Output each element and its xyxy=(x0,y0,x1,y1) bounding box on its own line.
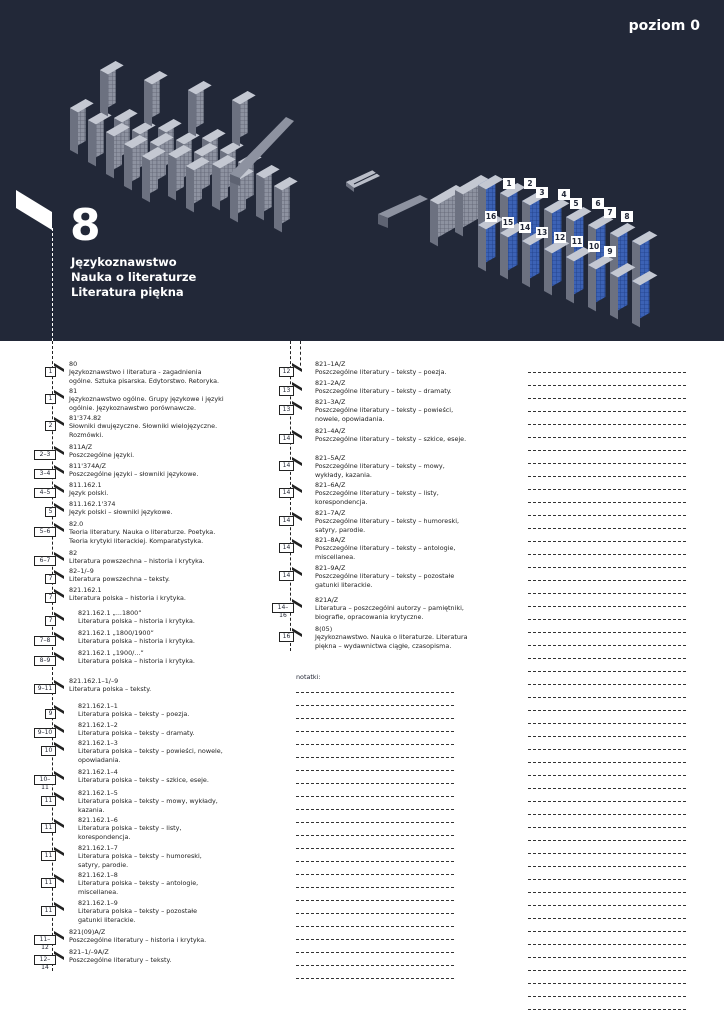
entry-code: 821–1/–9A/Z xyxy=(69,948,109,956)
entry-code: 821–5A/Z xyxy=(315,454,346,462)
note-line[interactable] xyxy=(528,659,686,672)
entry-description: Literatura polska – teksty – poezja. xyxy=(78,710,190,719)
location-box: 14 xyxy=(279,461,294,471)
section-flag-icon xyxy=(16,190,56,234)
note-line[interactable] xyxy=(296,771,454,784)
note-line[interactable] xyxy=(296,862,454,875)
entry-code: 821A/Z xyxy=(315,596,339,604)
pointer-tick-icon xyxy=(292,401,304,413)
note-line[interactable] xyxy=(528,906,686,919)
classification-entry xyxy=(78,844,223,869)
note-line[interactable] xyxy=(528,633,686,646)
location-box: 1 xyxy=(45,367,56,377)
location-box: 14 xyxy=(279,434,294,444)
map-label: 13 xyxy=(536,228,548,237)
note-line[interactable] xyxy=(528,464,686,477)
notes-lines xyxy=(296,680,454,979)
pointer-tick-icon xyxy=(54,680,66,692)
note-line[interactable] xyxy=(528,386,686,399)
classification-entry xyxy=(78,609,223,626)
note-line[interactable] xyxy=(528,503,686,516)
note-line[interactable] xyxy=(296,836,454,849)
entry-description: Językoznawstwo ogólne. Grupy językowe i języki ogólnie. Językoznawstwo porównawcze. xyxy=(69,395,224,412)
location-box: 2 xyxy=(45,421,56,431)
classification-entry xyxy=(69,948,224,965)
location-box: 13 xyxy=(279,386,294,396)
location-box: 6–7 xyxy=(34,556,56,566)
location-box: 12 xyxy=(279,367,294,377)
note-line[interactable] xyxy=(296,680,454,693)
pointer-tick-icon xyxy=(54,390,66,402)
entry-description: Literatura polska – historia i krytyka. xyxy=(69,594,186,603)
classification-entry xyxy=(78,789,223,814)
map-label: 9 xyxy=(607,247,613,256)
entry-description: Literatura polska – teksty. xyxy=(69,685,152,694)
classification-entry xyxy=(69,677,224,694)
classification-entry xyxy=(315,427,470,444)
note-line[interactable] xyxy=(296,966,454,979)
location-box: 14 xyxy=(279,571,294,581)
pointer-tick-icon xyxy=(54,570,66,582)
classification-entry xyxy=(69,549,224,566)
map-label: 11 xyxy=(571,237,583,246)
entry-code: 82 xyxy=(69,549,78,557)
classification-entry xyxy=(78,739,223,764)
note-line[interactable] xyxy=(296,693,454,706)
location-box: 8–9 xyxy=(34,656,56,666)
entry-code: 81 xyxy=(69,387,78,395)
note-line[interactable] xyxy=(528,763,686,776)
classification-entry xyxy=(78,768,223,785)
note-line[interactable] xyxy=(528,698,686,711)
entry-code: 82.0 xyxy=(69,520,84,528)
note-line[interactable] xyxy=(528,854,686,867)
note-line[interactable] xyxy=(528,555,686,568)
entry-description: Literatura polska – teksty – pozostałe gatunki literackie. xyxy=(78,907,198,924)
entry-description: Teoria literatury. Nauka o literaturze. Poetyka. Teoria krytyki literackiej. Komparatystyka. xyxy=(69,528,216,545)
pointer-tick-icon xyxy=(54,742,66,754)
entry-description: Literatura powszechna – historia i krytyka. xyxy=(69,557,205,566)
note-line[interactable] xyxy=(296,823,454,836)
location-box: 11 xyxy=(41,878,56,888)
entry-description: Literatura powszechna – teksty. xyxy=(69,575,170,584)
pointer-tick-icon xyxy=(54,363,66,375)
pointer-tick-icon xyxy=(54,652,66,664)
location-box: 10 xyxy=(41,746,56,756)
map-label: 12 xyxy=(554,233,566,242)
entry-description: Poszczególne literatury – teksty – szkice, eseje. xyxy=(315,435,467,444)
entry-description: Literatura polska – historia i krytyka. xyxy=(78,637,195,646)
location-box: 14 xyxy=(279,488,294,498)
entry-code: 821–7A/Z xyxy=(315,509,346,517)
location-box: 7 xyxy=(45,593,56,603)
classification-entry xyxy=(315,536,470,561)
map-label: 7 xyxy=(607,208,613,217)
classification-entry xyxy=(69,387,224,412)
entry-description: Literatura polska – teksty – powieści, nowele, opowiadania. xyxy=(78,747,223,764)
note-line[interactable] xyxy=(528,893,686,906)
map-label: 4 xyxy=(561,190,567,199)
location-box: 2–3 xyxy=(34,450,56,460)
pointer-tick-icon xyxy=(54,523,66,535)
location-box: 13 xyxy=(279,405,294,415)
classification-entry xyxy=(69,928,224,945)
classification-entry xyxy=(69,443,224,460)
note-line[interactable] xyxy=(296,706,454,719)
notes-label: notatki: xyxy=(296,673,321,681)
map-label: 8 xyxy=(624,212,630,221)
note-line[interactable] xyxy=(528,737,686,750)
entry-description: Poszczególne literatury – historia i krytyka. xyxy=(69,936,207,945)
stairs-icon xyxy=(346,168,380,192)
pointer-tick-icon xyxy=(54,705,66,717)
classification-entry xyxy=(69,520,224,545)
note-line[interactable] xyxy=(528,919,686,932)
entry-code: 821.162.1 xyxy=(69,586,102,594)
note-line[interactable] xyxy=(296,719,454,732)
classification-entry xyxy=(69,586,224,603)
entry-code: 821.162.1–9 xyxy=(78,899,118,907)
section-title-3: Literatura piękna xyxy=(71,285,184,299)
location-box: 9–11 xyxy=(34,684,56,694)
entry-code: 821.162.1–5 xyxy=(78,789,118,797)
entry-code: 8(05) xyxy=(315,625,333,633)
classification-entry xyxy=(315,481,470,506)
pointer-tick-icon xyxy=(54,446,66,458)
note-line[interactable] xyxy=(528,620,686,633)
map-label: 6 xyxy=(595,199,601,208)
entry-code: 821.162.1–8 xyxy=(78,871,118,879)
entry-description: Językoznawstwo i literatura - zagadnienia ogólne. Sztuka pisarska. Edytorstwo. Retoryka. xyxy=(69,368,220,385)
pointer-tick-icon xyxy=(292,430,304,442)
entry-description: Literatura polska – teksty – szkice, eseje. xyxy=(78,776,209,785)
pointer-tick-icon xyxy=(292,363,304,375)
entry-description: Poszczególne literatury – teksty – listy, korespondencja. xyxy=(315,489,439,506)
note-line[interactable] xyxy=(528,542,686,555)
location-box: 16 xyxy=(279,632,294,642)
entry-description: Literatura polska – teksty – humoreski, satyry, parodie. xyxy=(78,852,202,869)
entry-description: Literatura – poszczególni autorzy – pamiętniki, biografie, opracowania krytyczne. xyxy=(315,604,464,621)
entry-code: 821.162.1 „1900/...” xyxy=(78,649,144,657)
entry-description: Poszczególne literatury – teksty – powieści, nowele, opowiadania. xyxy=(315,406,454,423)
note-line[interactable] xyxy=(528,932,686,945)
entry-code: 821–6A/Z xyxy=(315,481,346,489)
note-line[interactable] xyxy=(296,810,454,823)
note-line[interactable] xyxy=(528,425,686,438)
location-box: 11 xyxy=(41,796,56,806)
header-divider xyxy=(52,228,53,341)
note-line[interactable] xyxy=(528,750,686,763)
note-line[interactable] xyxy=(296,732,454,745)
location-box: 11 xyxy=(41,823,56,833)
pointer-tick-icon xyxy=(292,567,304,579)
entry-description: Literatura polska – historia i krytyka. xyxy=(78,657,195,666)
section-title-2: Nauka o literaturze xyxy=(71,270,197,284)
note-line[interactable] xyxy=(528,399,686,412)
classification-entry xyxy=(78,816,223,841)
note-line[interactable] xyxy=(528,685,686,698)
entry-description: Literatura polska – historia i krytyka. xyxy=(78,617,195,626)
pointer-tick-icon xyxy=(292,599,304,611)
note-line[interactable] xyxy=(296,940,454,953)
note-line[interactable] xyxy=(528,724,686,737)
note-line[interactable] xyxy=(528,672,686,685)
location-box: 9 xyxy=(45,709,56,719)
note-line[interactable] xyxy=(296,888,454,901)
note-line[interactable] xyxy=(296,745,454,758)
entry-description: Poszczególne literatury – teksty – mowy, wykłady, kazania. xyxy=(315,462,445,479)
classification-entry xyxy=(69,414,224,439)
header-banner xyxy=(0,0,724,341)
entry-code: 811.162.1 xyxy=(69,481,102,489)
note-line[interactable] xyxy=(296,953,454,966)
entry-code: 821–1A/Z xyxy=(315,360,346,368)
note-line[interactable] xyxy=(528,607,686,620)
pointer-tick-icon xyxy=(54,552,66,564)
note-line[interactable] xyxy=(528,776,686,789)
location-box: 3–4 xyxy=(34,469,56,479)
entry-code: 821–8A/Z xyxy=(315,536,346,544)
note-line[interactable] xyxy=(296,875,454,888)
note-line[interactable] xyxy=(528,646,686,659)
pointer-tick-icon xyxy=(54,931,66,943)
classification-entry xyxy=(69,567,224,584)
note-line[interactable] xyxy=(528,802,686,815)
pointer-tick-icon xyxy=(292,382,304,394)
note-line[interactable] xyxy=(528,997,686,1010)
pointer-tick-icon xyxy=(292,457,304,469)
entry-description: Poszczególne literatury – teksty. xyxy=(69,956,172,965)
location-box: 7 xyxy=(45,574,56,584)
map-label: 2 xyxy=(527,179,533,188)
map-label: 10 xyxy=(588,242,600,251)
classification-entry xyxy=(78,899,223,924)
entry-code: 81'374.82 xyxy=(69,414,102,422)
classification-entry xyxy=(315,625,470,650)
note-line[interactable] xyxy=(528,945,686,958)
entry-code: 821–3A/Z xyxy=(315,398,346,406)
section-number: 8 xyxy=(70,200,101,251)
classification-entry xyxy=(315,509,470,534)
entry-code: 821(09)A/Z xyxy=(69,928,106,936)
note-line[interactable] xyxy=(528,828,686,841)
note-line[interactable] xyxy=(528,529,686,542)
entry-description: Literatura polska – teksty – dramaty. xyxy=(78,729,195,738)
location-box: 5 xyxy=(45,507,56,517)
note-line[interactable] xyxy=(528,958,686,971)
entry-description: Poszczególne języki. xyxy=(69,451,135,460)
entry-code: 821.162.1–4 xyxy=(78,768,118,776)
note-line[interactable] xyxy=(528,451,686,464)
classification-entry xyxy=(78,629,223,646)
entry-code: 811A/Z xyxy=(69,443,93,451)
note-line[interactable] xyxy=(528,841,686,854)
entry-code: 821.162.1–6 xyxy=(78,816,118,824)
pointer-tick-icon xyxy=(292,539,304,551)
classification-entry xyxy=(69,462,224,479)
entry-description: Językoznawstwo. Nauka o literaturze. Literatura piękna – wydawnictwa ciągłe, czasopisma. xyxy=(315,633,468,650)
note-line[interactable] xyxy=(528,971,686,984)
map-label: 5 xyxy=(573,199,579,208)
note-line[interactable] xyxy=(528,360,686,373)
entry-code: 821.162.1–3 xyxy=(78,739,118,747)
entry-code: 821.162.1 „...1800” xyxy=(78,609,142,617)
location-box: 14 xyxy=(279,543,294,553)
entry-description: Poszczególne języki – słowniki językowe. xyxy=(69,470,199,479)
pointer-tick-icon xyxy=(54,771,66,783)
note-line[interactable] xyxy=(296,849,454,862)
location-box: 1 xyxy=(45,394,56,404)
section-titles xyxy=(71,255,196,300)
classification-entry xyxy=(69,500,224,517)
entry-code: 821.162.1–1 xyxy=(78,702,118,710)
entry-description: Poszczególne literatury – teksty – pozostałe gatunki literackie. xyxy=(315,572,455,589)
location-box: 14 xyxy=(279,516,294,526)
note-line[interactable] xyxy=(528,477,686,490)
note-line[interactable] xyxy=(528,516,686,529)
note-line[interactable] xyxy=(296,758,454,771)
pointer-tick-icon xyxy=(54,632,66,644)
entry-code: 82–1/–9 xyxy=(69,567,94,575)
note-line[interactable] xyxy=(528,438,686,451)
pointer-tick-icon xyxy=(54,484,66,496)
classification-entry xyxy=(69,360,224,385)
entry-description: Poszczególne literatury – teksty – poezja. xyxy=(315,368,447,377)
location-box: 10–11 xyxy=(34,775,56,785)
map-label: 1 xyxy=(506,179,512,188)
pointer-tick-icon xyxy=(54,612,66,624)
entry-description: Literatura polska – teksty – listy, korespondencja. xyxy=(78,824,182,841)
classification-entry xyxy=(315,454,470,479)
entry-code: 821.162.1–7 xyxy=(78,844,118,852)
classification-entry xyxy=(315,564,470,589)
entry-code: 821.162.1–2 xyxy=(78,721,118,729)
pointer-tick-icon xyxy=(54,503,66,515)
entry-description: Słowniki dwujęzyczne. Słowniki wielojęzyczne. Rozmówki. xyxy=(69,422,218,439)
entry-code: 811.162.1'374 xyxy=(69,500,116,508)
location-box: 12–14 xyxy=(34,955,56,965)
location-box: 4–5 xyxy=(34,488,56,498)
note-line[interactable] xyxy=(528,867,686,880)
pointer-tick-icon xyxy=(54,874,66,886)
location-box: 11–12 xyxy=(34,935,56,945)
location-box: 11 xyxy=(41,906,56,916)
classification-entry xyxy=(69,481,224,498)
map-label: 16 xyxy=(485,212,497,221)
entry-code: 80 xyxy=(69,360,78,368)
entry-code: 821–2A/Z xyxy=(315,379,346,387)
section-title-1: Językoznawstwo xyxy=(71,255,177,269)
note-line[interactable] xyxy=(296,914,454,927)
note-line[interactable] xyxy=(296,784,454,797)
pointer-tick-icon xyxy=(54,724,66,736)
entry-description: Literatura polska – teksty – antologie, miscellanea. xyxy=(78,879,199,896)
note-line[interactable] xyxy=(528,412,686,425)
note-line[interactable] xyxy=(528,373,686,386)
pointer-tick-icon xyxy=(54,951,66,963)
location-box: 7–8 xyxy=(34,636,56,646)
pointer-tick-icon xyxy=(54,792,66,804)
classification-entry xyxy=(315,596,470,621)
classification-entry xyxy=(315,398,470,423)
note-line[interactable] xyxy=(528,815,686,828)
location-box: 9–10 xyxy=(34,728,56,738)
pointer-tick-icon xyxy=(292,628,304,640)
pointer-tick-icon xyxy=(54,902,66,914)
entry-description: Poszczególne literatury – teksty – dramaty. xyxy=(315,387,452,396)
note-line[interactable] xyxy=(528,789,686,802)
entry-description: Język polski – słowniki językowe. xyxy=(69,508,173,517)
classification-entry xyxy=(78,721,223,738)
classification-entry xyxy=(315,379,470,396)
note-line[interactable] xyxy=(528,568,686,581)
map-label: 15 xyxy=(502,218,514,227)
entry-description: Język polski. xyxy=(69,489,109,498)
classification-entry xyxy=(315,360,470,377)
note-line[interactable] xyxy=(296,927,454,940)
note-line[interactable] xyxy=(528,880,686,893)
location-box: 7 xyxy=(45,616,56,626)
classification-entry xyxy=(78,649,223,666)
pointer-tick-icon xyxy=(54,417,66,429)
pointer-tick-icon xyxy=(54,589,66,601)
entry-code: 821.162.1–1/–9 xyxy=(69,677,119,685)
entry-description: Poszczególne literatury – teksty – antologie, miscellanea. xyxy=(315,544,456,561)
classification-entry xyxy=(78,871,223,896)
note-line[interactable] xyxy=(528,490,686,503)
right-notes-lines xyxy=(528,360,686,1010)
entry-code: 811'374A/Z xyxy=(69,462,107,470)
map-label: 14 xyxy=(519,223,531,232)
entry-code: 821–9A/Z xyxy=(315,564,346,572)
note-line[interactable] xyxy=(296,901,454,914)
note-line[interactable] xyxy=(528,581,686,594)
note-line[interactable] xyxy=(528,594,686,607)
pointer-tick-icon xyxy=(54,847,66,859)
pointer-tick-icon xyxy=(54,465,66,477)
map-label: 3 xyxy=(539,188,545,197)
level-label: poziom 0 xyxy=(628,18,700,34)
entry-code: 821–4A/Z xyxy=(315,427,346,435)
pointer-tick-icon xyxy=(54,819,66,831)
entry-description: Poszczególne literatury – teksty – humoreski, satyry, parodie. xyxy=(315,517,460,534)
entry-code: 821.162.1 „1800/1900” xyxy=(78,629,154,637)
note-line[interactable] xyxy=(528,984,686,997)
classification-entry xyxy=(78,702,223,719)
pointer-tick-icon xyxy=(292,512,304,524)
pointer-tick-icon xyxy=(292,484,304,496)
entry-description: Literatura polska – teksty – mowy, wykłady, kazania. xyxy=(78,797,218,814)
note-line[interactable] xyxy=(296,797,454,810)
location-box: 14–16 xyxy=(272,603,294,613)
note-line[interactable] xyxy=(528,711,686,724)
location-box: 5–6 xyxy=(34,527,56,537)
location-box: 11 xyxy=(41,851,56,861)
